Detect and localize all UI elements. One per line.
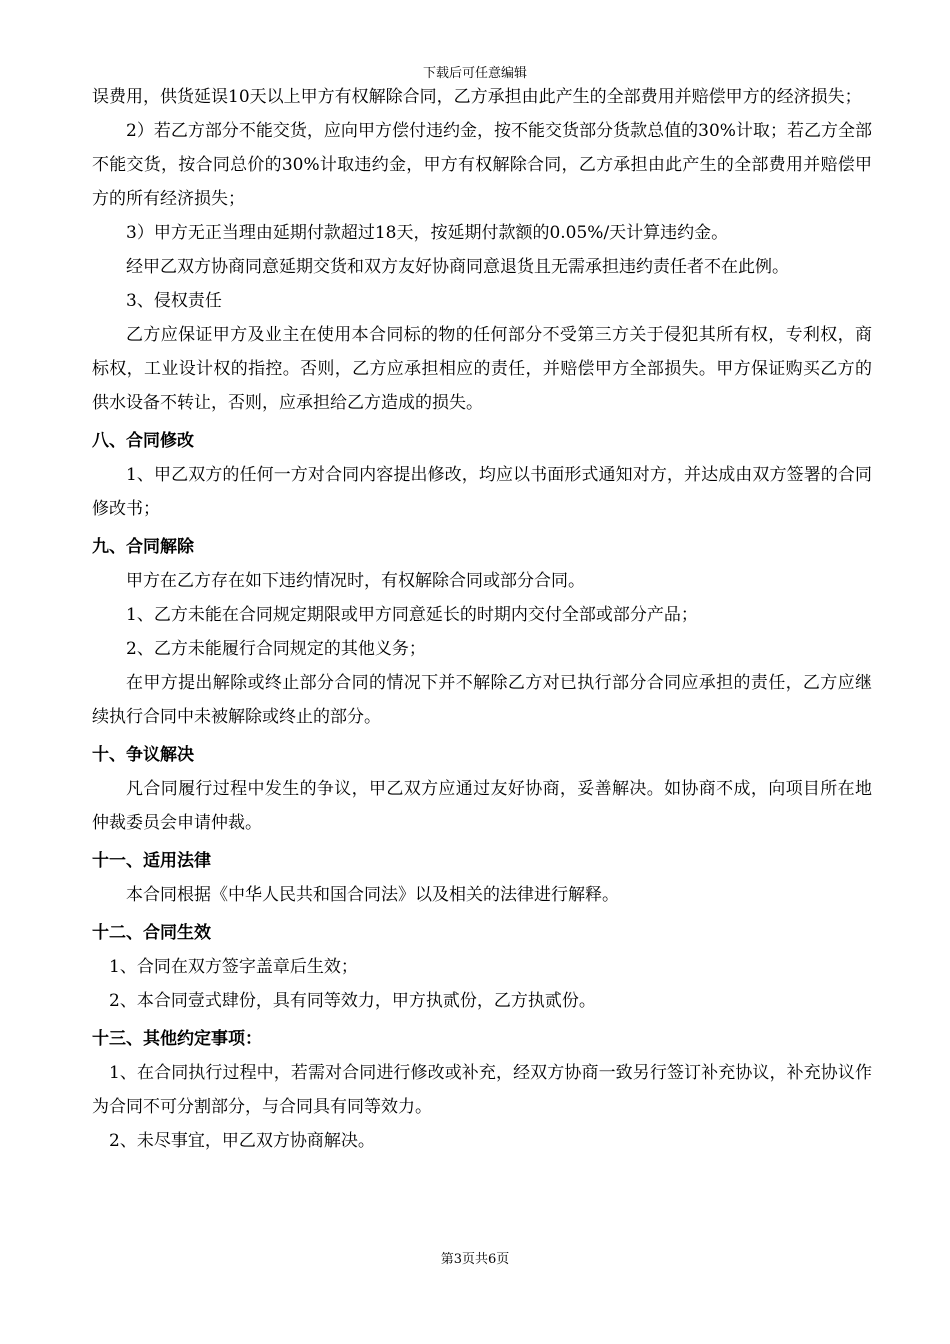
document-body (92, 80, 872, 1158)
section-heading-dispute: 十、争议解决 (92, 745, 194, 765)
paragraph-dispute: 凡合同履行过程中发生的争议，甲乙双方应通过友好协商，妥善解决。如协商不成，向项目所在地仲裁委员会申请仲裁。 (92, 779, 872, 833)
page-header: 下载后可任意编辑 (422, 66, 527, 81)
paragraph-late-payment: 3）甲方无正当理由延期付款超过18天，按延期付款额的0.05%/天计算违约金。 (126, 223, 729, 243)
section-heading-termination: 九、合同解除 (92, 537, 194, 557)
paragraph-partial-delivery: 2）若乙方部分不能交货，应向甲方偿付违约金，按不能交货部分货款总值的30%计取；若乙方全部不能交货，按合同总价的30%计取违约金，甲方有权解除合同，乙方承担由此产生的全部费用并赔偿甲方的所有经济损失； (92, 121, 872, 209)
paragraph-termination-intro: 甲方在乙方存在如下违约情况时，有权解除合同或部分合同。 (126, 571, 585, 591)
section-heading-other: 十三、其他约定事项： (92, 1029, 262, 1049)
page-footer: 第3页共6页 (440, 1252, 510, 1267)
section-heading-law: 十一、适用法律 (92, 851, 211, 871)
paragraph-other-2: 2、未尽事宜，甲乙双方协商解决。 (109, 1131, 375, 1151)
section-heading-modification: 八、合同修改 (92, 431, 194, 451)
paragraph-exception: 经甲乙双方协商同意延期交货和双方友好协商同意退货且无需承担违约责任者不在此例。 (126, 257, 789, 277)
paragraph-termination-2: 2、乙方未能履行合同规定的其他义务； (126, 639, 426, 659)
subheading-infringement: 3、侵权责任 (126, 291, 222, 311)
paragraph-termination-effect: 在甲方提出解除或终止部分合同的情况下并不解除乙方对已执行部分合同应承担的责任，乙方应继续执行合同中未被解除或终止的部分。 (92, 673, 872, 727)
paragraph-other-1: 1、在合同执行过程中，若需对合同进行修改或补充，经双方协商一致另行签订补充协议，补充协议作为合同不可分割部分，与合同具有同等效力。 (92, 1063, 872, 1117)
paragraph-modification: 1、甲乙双方的任何一方对合同内容提出修改，均应以书面形式通知对方，并达成由双方签署的合同修改书； (92, 465, 872, 519)
paragraph-effect-2: 2、本合同壹式肆份，具有同等效力，甲方执贰份，乙方执贰份。 (109, 991, 596, 1011)
paragraph-effect-1: 1、合同在双方签字盖章后生效； (109, 957, 358, 977)
paragraph-law: 本合同根据《中华人民共和国合同法》以及相关的法律进行解释。 (126, 885, 619, 905)
paragraph-delay-penalty-cont: 误费用，供货延误10天以上甲方有权解除合同，乙方承担由此产生的全部费用并赔偿甲方的经济损失； (92, 87, 862, 107)
section-heading-effect: 十二、合同生效 (92, 923, 211, 943)
paragraph-termination-1: 1、乙方未能在合同规定期限或甲方同意延长的时期内交付全部或部分产品； (126, 605, 698, 625)
paragraph-infringement: 乙方应保证甲方及业主在使用本合同标的物的任何部分不受第三方关于侵犯其所有权，专利权，商标权，工业设计权的指控。否则，乙方应承担相应的责任，并赔偿甲方全部损失。甲方保证购买乙方的供水设备不转让，否则，应承担给乙方造成的损失。 (92, 325, 872, 413)
